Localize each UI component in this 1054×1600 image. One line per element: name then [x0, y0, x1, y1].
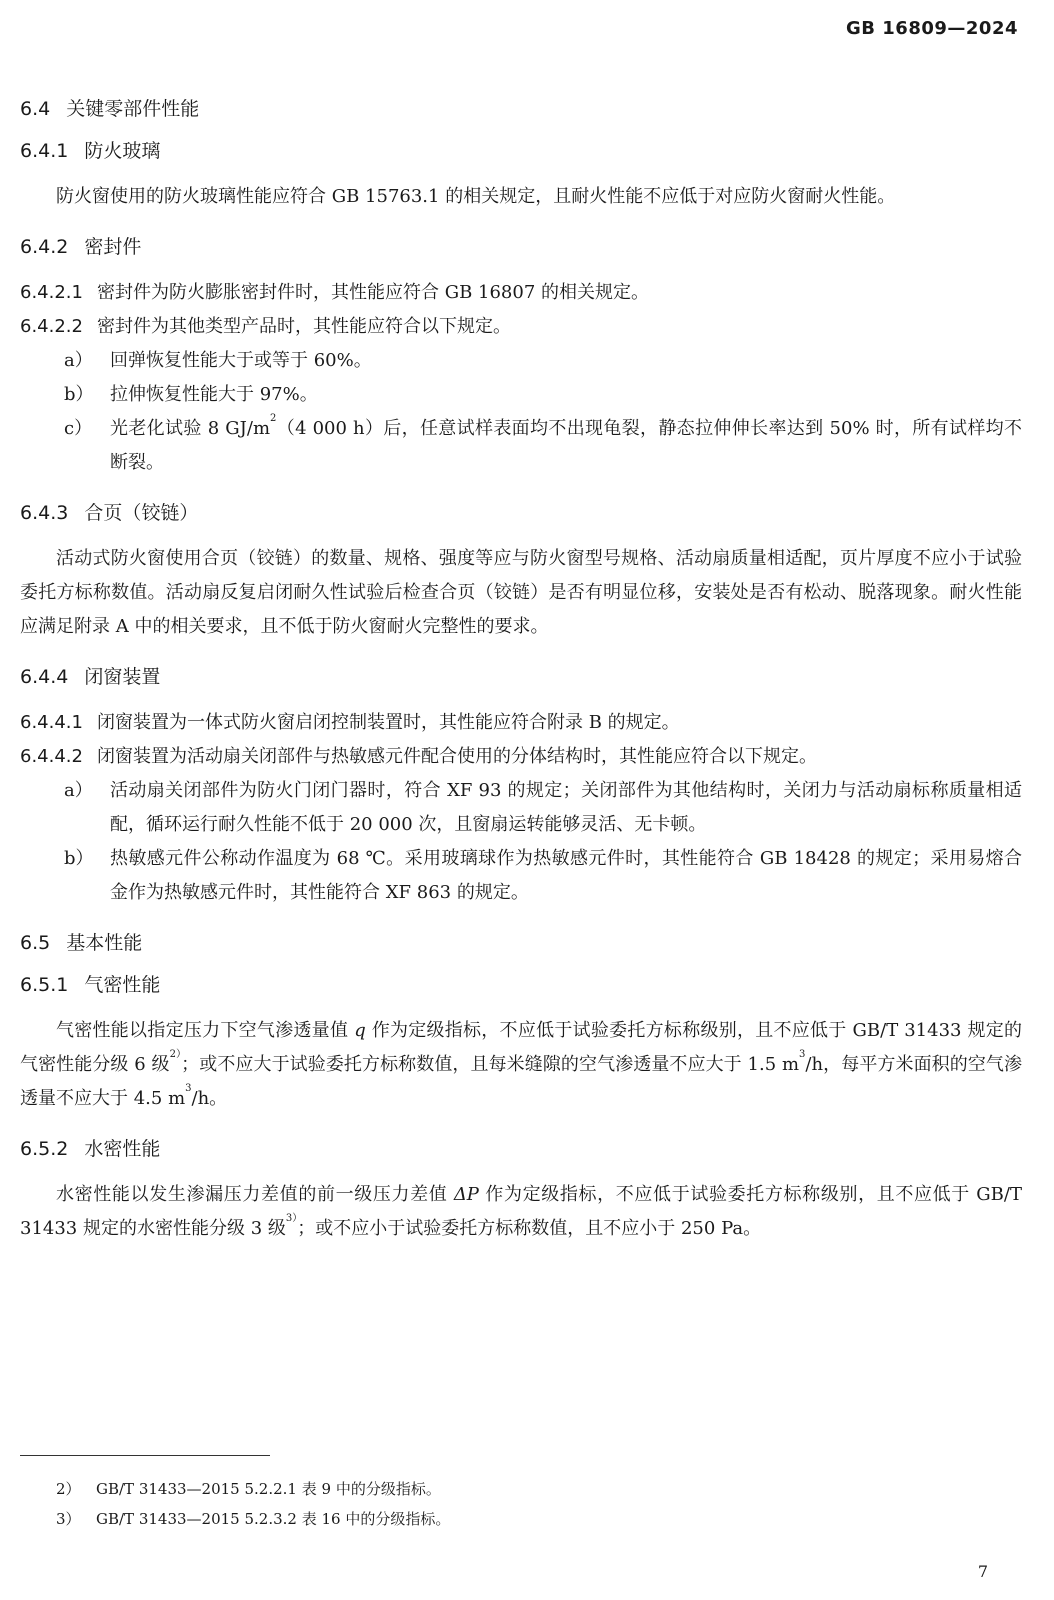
section-number: 6.5 — [20, 932, 51, 954]
heading-6-5 — [20, 928, 1022, 958]
section-number: 6.4.3 — [20, 502, 69, 524]
clause-text: 密封件为其他类型产品时，其性能应符合以下规定。 — [96, 316, 511, 337]
clause-text: 密封件为防火膨胀密封件时，其性能应符合 GB 16807 的相关规定。 — [96, 282, 650, 303]
variable-delta-p: ΔP — [453, 1184, 479, 1205]
list-text: 活动扇关闭部件为防火门闭门器时，符合 XF 93 的规定；关闭部件为其他结构时，关闭力与活动扇标称质量相适配，循环运行耐久性能不低于 20 000 次，且窗扇运转能够灵活、无卡顿。 — [110, 780, 1022, 835]
section-number: 6.4.1 — [20, 140, 69, 162]
clause-number: 6.4.2.2 — [20, 316, 83, 337]
section-title: 气密性能 — [84, 974, 161, 996]
clause-text: 闭窗装置为一体式防火窗启闭控制装置时，其性能应符合附录 B 的规定。 — [96, 712, 680, 733]
footnote-ref-2: 2） — [169, 1049, 182, 1060]
heading-6-4-3 — [20, 498, 1022, 528]
section-title: 关键零部件性能 — [66, 98, 200, 120]
text-run: ；或不应小于试验委托方标称数值，且不应小于 250 Pa。 — [297, 1218, 762, 1239]
list-item-a — [20, 344, 1022, 378]
paragraph-fire-glass: 防火窗使用的防火玻璃性能应符合 GB 15763.1 的相关规定，且耐火性能不应低于对应防火窗耐火性能。 — [56, 186, 896, 207]
footnote-3 — [56, 1504, 450, 1534]
footnote-label: 2） — [56, 1480, 81, 1498]
list-label: c） — [64, 418, 93, 439]
section-title: 闭窗装置 — [84, 666, 161, 688]
heading-6-4-1 — [20, 136, 1022, 166]
section-number: 6.5.2 — [20, 1138, 69, 1160]
paragraph-water-tightness — [20, 1178, 1022, 1246]
clause-number: 6.4.4.1 — [20, 712, 83, 733]
text-run: /h，每平方米面积的空气渗透量不应大于 4.5 m — [20, 1054, 1022, 1109]
text-run: 气密性能以指定压力下空气渗透量值 — [56, 1020, 355, 1041]
section-title: 基本性能 — [66, 932, 143, 954]
section-title: 防火玻璃 — [84, 140, 161, 162]
list-label: a） — [64, 350, 93, 371]
clause-number: 6.4.4.2 — [20, 746, 83, 767]
section-number: 6.4 — [20, 98, 51, 120]
heading-6-4-2 — [20, 232, 1022, 262]
list-text: 回弹恢复性能大于或等于 60%。 — [110, 350, 372, 371]
clause-6-4-2-1 — [20, 276, 1022, 310]
footnote-text: GB/T 31433—2015 5.2.3.2 表 16 中的分级指标。 — [96, 1510, 451, 1528]
footnote-divider — [20, 1455, 270, 1456]
variable-q: q — [354, 1020, 366, 1041]
text-run: /h。 — [191, 1088, 228, 1109]
list-label: b） — [64, 384, 94, 405]
section-number: 6.4.4 — [20, 666, 69, 688]
footnotes — [56, 1474, 450, 1534]
section-number: 6.5.1 — [20, 974, 69, 996]
text-run: 作为定级指标，不应低于试验委托方标称级别，且不应低于 GB/T 31433 规定的气密性能分级 6 级 — [20, 1020, 1022, 1075]
heading-6-5-1 — [20, 970, 1022, 1000]
paragraph-air-tightness — [20, 1014, 1022, 1116]
footnote-text: GB/T 31433—2015 5.2.2.1 表 9 中的分级指标。 — [96, 1480, 441, 1498]
superscript: 2 — [270, 413, 277, 424]
clause-text: 闭窗装置为活动扇关闭部件与热敏感元件配合使用的分体结构时，其性能应符合以下规定。 — [96, 746, 817, 767]
footnote-2 — [56, 1474, 450, 1504]
clause-6-4-4-1 — [20, 706, 1022, 740]
list-item-b — [20, 842, 1022, 910]
text-run: ；或不应大于试验委托方标称数值，且每米缝隙的空气渗透量不应大于 1.5 m — [181, 1054, 800, 1075]
clause-6-4-4-2 — [20, 740, 1022, 774]
section-title: 密封件 — [84, 236, 142, 258]
clause-number: 6.4.2.1 — [20, 282, 83, 303]
heading-6-4-4 — [20, 662, 1022, 692]
list-text: 热敏感元件公称动作温度为 68 ℃。采用玻璃球作为热敏感元件时，其性能符合 GB 18428 的规定；采用易熔合金作为热敏感元件时，其性能符合 XF 863 的规定。 — [110, 848, 1022, 903]
superscript: 3 — [185, 1083, 192, 1094]
section-number: 6.4.2 — [20, 236, 69, 258]
document-body — [20, 94, 1022, 1246]
list-item-c — [20, 412, 1022, 480]
list-label: a） — [64, 780, 93, 801]
list-text-cont: （4 000 h）后，任意试样表面均不出现龟裂，静态拉伸伸长率达到 50% 时，所有试样均不断裂。 — [110, 418, 1022, 473]
list-text: 拉伸恢复性能大于 97%。 — [110, 384, 318, 405]
footnote-ref-3: 3） — [285, 1213, 298, 1224]
text-run: 水密性能以发生渗漏压力差值的前一级压力差值 — [56, 1184, 454, 1205]
list-item-b — [20, 378, 1022, 412]
list-item-a — [20, 774, 1022, 842]
page-number: 7 — [977, 1562, 988, 1581]
heading-6-5-2 — [20, 1134, 1022, 1164]
list-text: 光老化试验 8 GJ/m — [110, 418, 271, 439]
paragraph-hinge: 活动式防火窗使用合页（铰链）的数量、规格、强度等应与防火窗型号规格、活动扇质量相适配，页片厚度不应小于试验委托方标称数值。活动扇反复启闭耐久性试验后检查合页（铰链）是否有明显位移，安装处是否有松动、脱落现象。耐火性能应满足附录 A 中的相关要求，且不低于防火窗耐火完整性的要求。 — [20, 548, 1022, 637]
heading-6-4 — [20, 94, 1022, 124]
text-run: 作为定级指标，不应低于试验委托方标称级别，且不应低于 GB/T 31433 规定的水密性能分级 3 级 — [20, 1184, 1022, 1239]
clause-6-4-2-2 — [20, 310, 1022, 344]
list-label: b） — [64, 848, 94, 869]
footnote-label: 3） — [56, 1510, 81, 1528]
section-title: 水密性能 — [84, 1138, 161, 1160]
standard-code: GB 16809—2024 — [846, 18, 1018, 39]
section-title: 合页（铰链） — [84, 502, 199, 524]
superscript: 3 — [799, 1049, 806, 1060]
